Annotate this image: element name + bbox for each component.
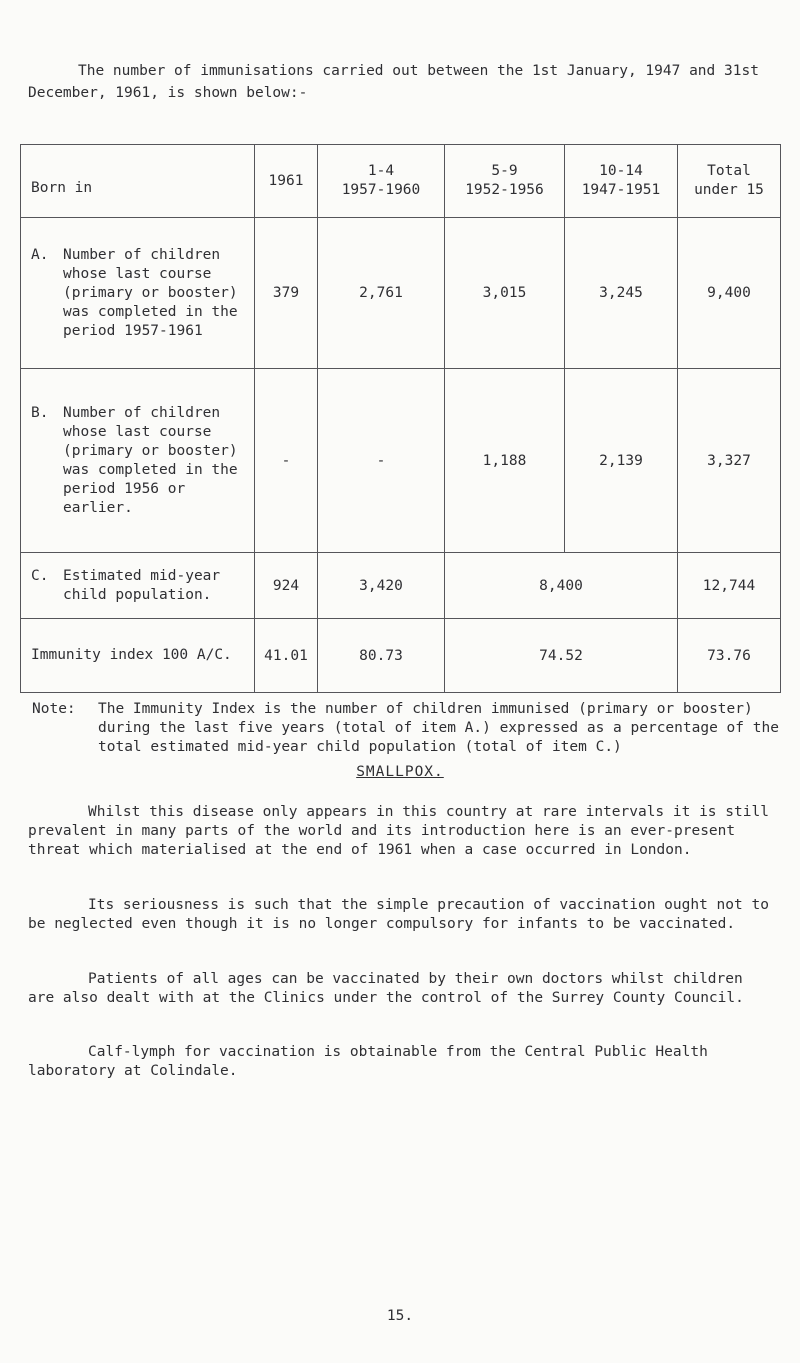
row-a-5-9: 3,015 — [445, 218, 565, 369]
table-row-d — [21, 619, 781, 693]
smallpox-paragraph-3: Patients of all ages can be vaccinated by their own doctors whilst children are also dealt with at the Clinics under the control of the Surrey County Council. — [28, 971, 744, 1006]
row-b-label-cell — [21, 369, 255, 553]
row-a-total: 9,400 — [678, 218, 781, 369]
header-1-4-range: 1-4 — [367, 163, 395, 179]
header-1-4 — [318, 145, 445, 218]
row-c-label-cell — [21, 553, 255, 619]
header-total-line2: under 15 — [694, 182, 764, 198]
row-b-label: Number of children whose last course (primary or booster) was completed in the period 1956 or earlier. — [63, 404, 238, 516]
header-born-in: Born in — [21, 145, 255, 218]
row-c-1-4: 3,420 — [318, 553, 445, 619]
header-5-9-years: 1952-1956 — [465, 182, 544, 198]
row-b-1-4: - — [318, 369, 445, 553]
immunisation-table — [20, 144, 781, 693]
table-row-a — [21, 218, 781, 369]
row-c-1961: 924 — [255, 553, 318, 619]
smallpox-paragraph-1: Whilst this disease only appears in this country at rare intervals it is still prevalent in many parts of the world and its introduction here is an ever-present threat which materialised at the end of 1961 when a case occurred in London. — [28, 804, 769, 858]
intro-text: The number of immunisations carried out between the 1st January, 1947 and 31st December, 1961, is shown below:- — [28, 63, 759, 101]
header-10-14-range: 10-14 — [599, 163, 643, 179]
row-b-total: 3,327 — [678, 369, 781, 553]
table-row-c — [21, 553, 781, 619]
header-5-9-range: 5-9 — [491, 163, 518, 179]
header-total-line1: Total — [707, 163, 751, 179]
row-c-total: 12,744 — [678, 553, 781, 619]
row-b-1961: - — [255, 369, 318, 553]
smallpox-paragraph-4: Calf-lymph for vaccination is obtainable from the Central Public Health laboratory at Colindale. — [28, 1044, 708, 1079]
row-c-label: Estimated mid-year child population. — [63, 567, 221, 603]
row-d-label: Immunity index 100 A/C. — [31, 647, 232, 663]
row-d-total: 73.76 — [678, 619, 781, 693]
row-a-label: Number of children whose last course (primary or booster) was completed in the period 1957-1961 — [63, 246, 238, 339]
header-1-4-years: 1957-1960 — [341, 182, 421, 198]
row-b-10-14: 2,139 — [565, 369, 678, 553]
row-a-label-cell — [21, 218, 255, 369]
table-header-row — [21, 145, 781, 218]
row-a-1961: 379 — [255, 218, 318, 369]
row-b-letter: B. — [31, 404, 49, 421]
smallpox-heading: SMALLPOX. — [356, 764, 444, 780]
header-total-under-15 — [678, 145, 781, 218]
row-d-1961: 41.01 — [255, 619, 318, 693]
row-b-5-9: 1,188 — [445, 369, 565, 553]
table-note — [32, 700, 792, 757]
header-5-9 — [445, 145, 565, 218]
header-1961: 1961 — [255, 145, 318, 218]
table-row-b — [21, 369, 781, 553]
row-a-10-14: 3,245 — [565, 218, 678, 369]
note-label: Note: — [32, 701, 76, 717]
row-d-label-cell — [21, 619, 255, 693]
page-number: 15. — [386, 1308, 414, 1324]
row-a-1-4: 2,761 — [318, 218, 445, 369]
row-d-1-4: 80.73 — [318, 619, 445, 693]
row-d-5-14: 74.52 — [445, 619, 678, 693]
row-c-letter: C. — [31, 567, 49, 584]
row-a-letter: A. — [31, 246, 49, 263]
header-10-14 — [565, 145, 678, 218]
note-text: The Immunity Index is the number of children immunised (primary or booster) during the last five years (total of item A.) expressed as a percentage of the total estimated mid-year child population (total of item C.) — [98, 701, 779, 755]
smallpox-paragraph-2: Its seriousness is such that the simple precaution of vaccination ought not to be neglected even though it is no longer compulsory for infants to be vaccinated. — [28, 897, 769, 932]
row-c-5-14: 8,400 — [445, 553, 678, 619]
header-10-14-years: 1947-1951 — [581, 182, 661, 198]
